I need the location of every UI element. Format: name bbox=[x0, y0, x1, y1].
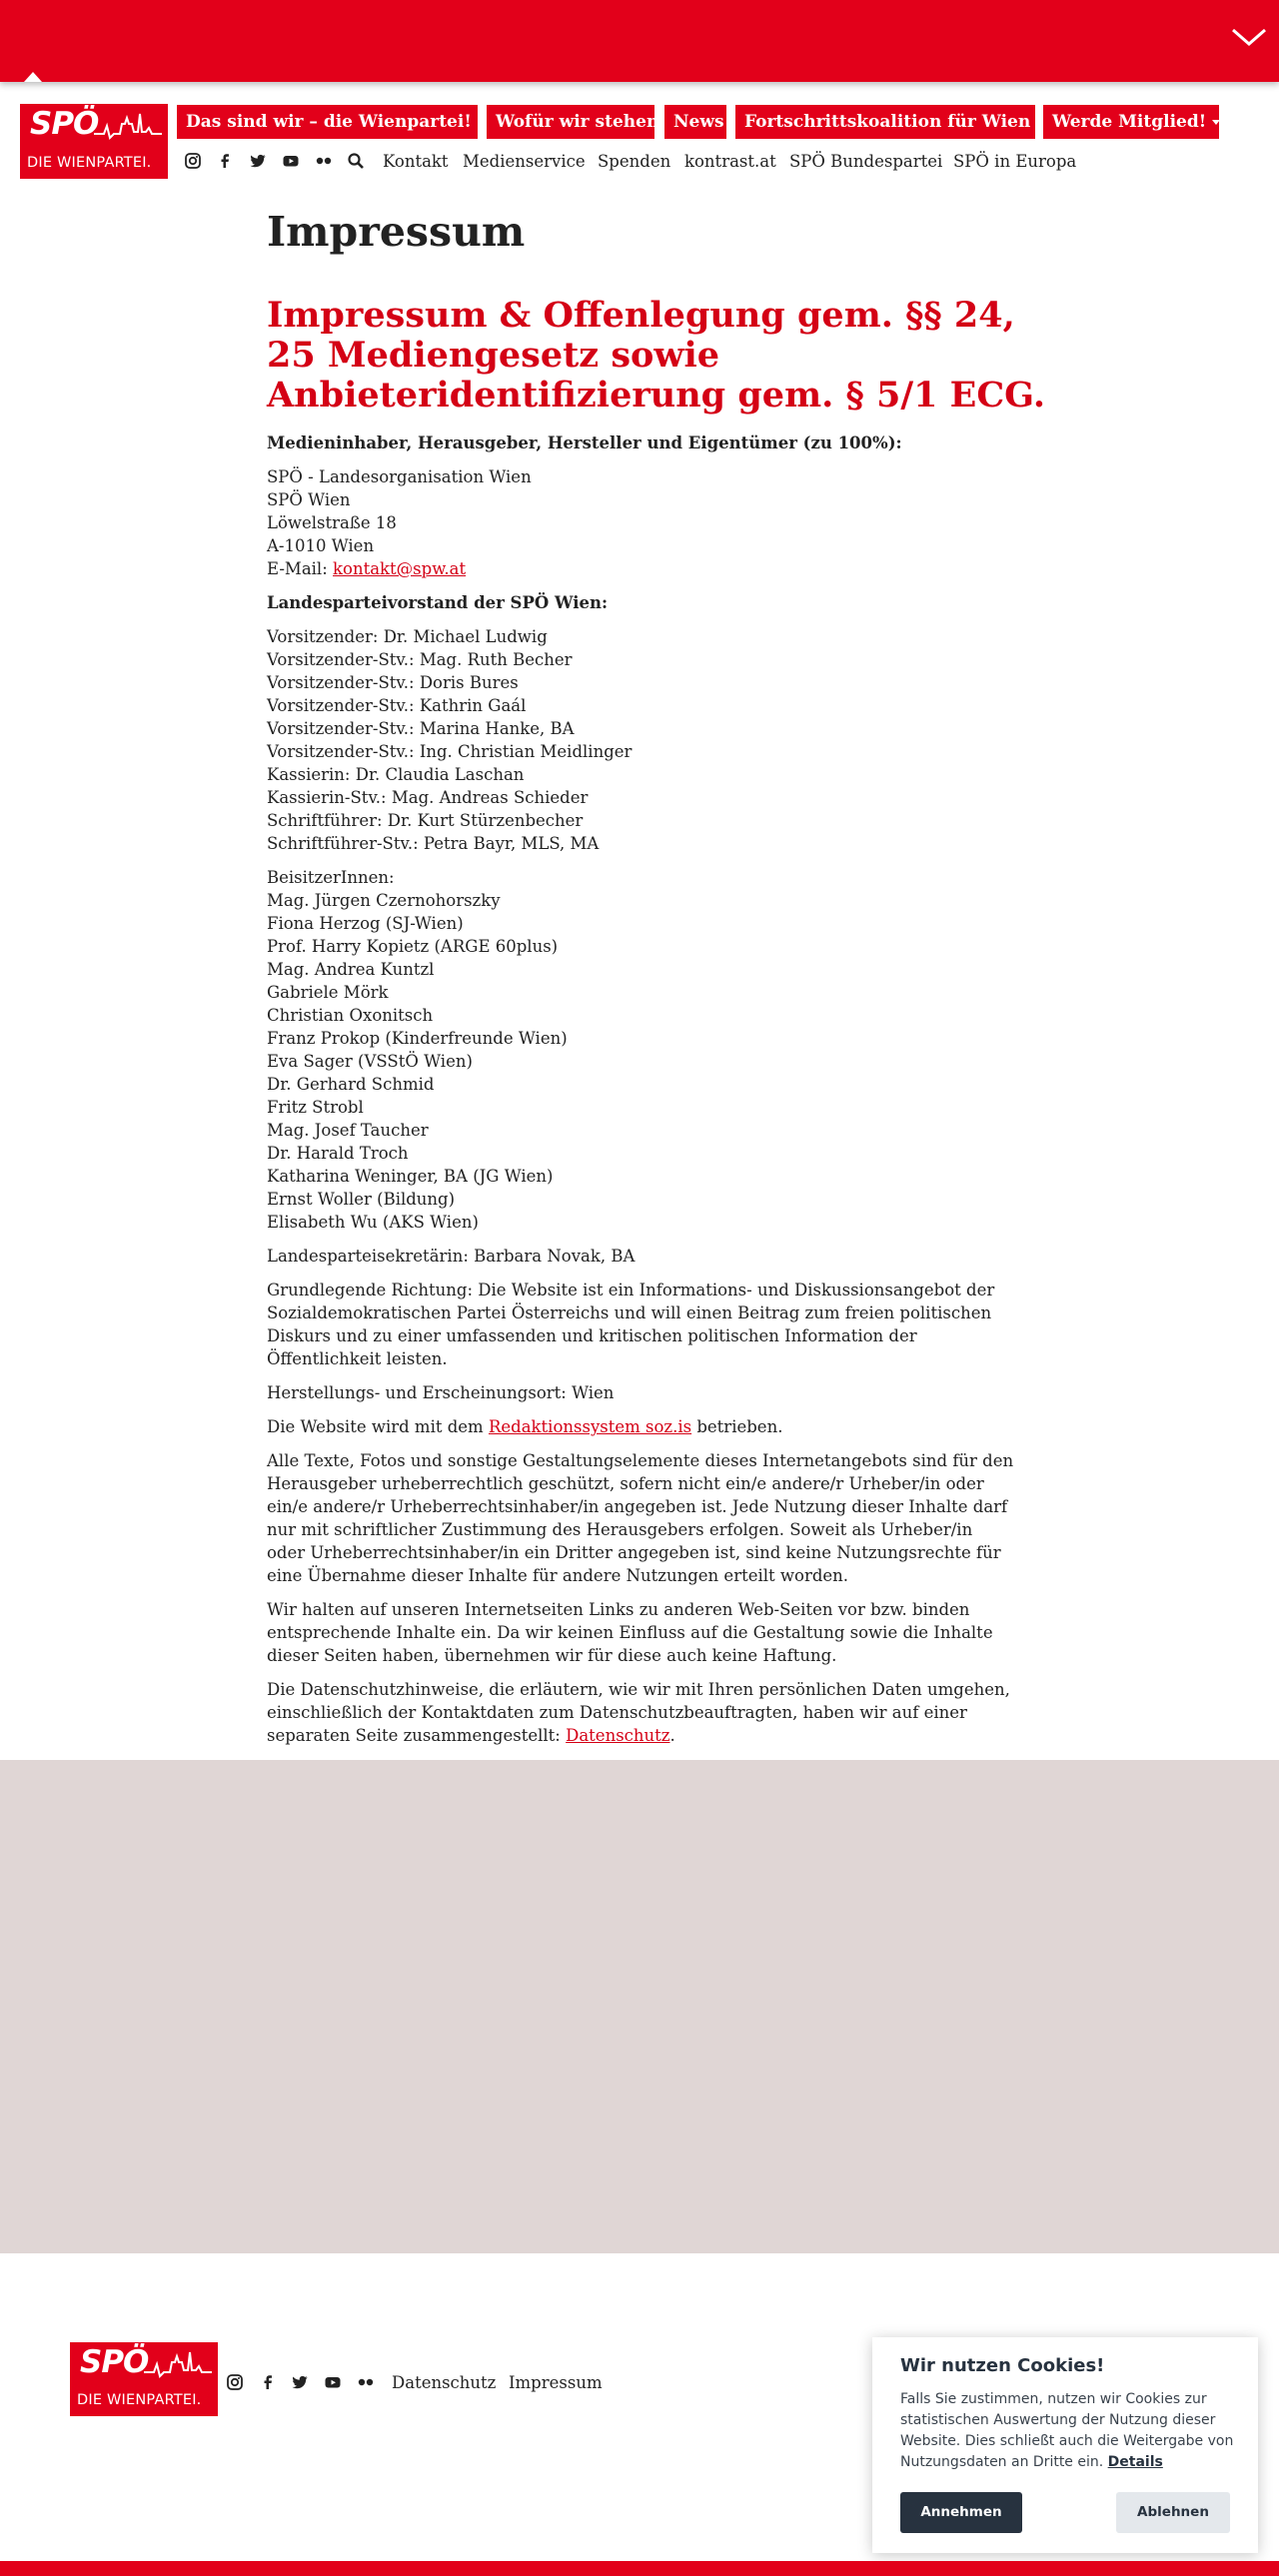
link-spoe-bundespartei[interactable]: SPÖ Bundespartei bbox=[789, 152, 943, 171]
cookie-banner bbox=[872, 2337, 1258, 2553]
cms-link[interactable]: Redaktionssystem soz.is bbox=[488, 1417, 692, 1436]
impressum-body bbox=[267, 431, 1014, 1758]
logo-wienpartei-text: DIE WIENPARTEI. bbox=[77, 2392, 202, 2408]
secondary-navigation bbox=[0, 152, 1279, 172]
copyright-text: Alle Texte, Fotos und sonstige Gestaltungselemente dieses Internetangebots sind für den Herausgeber urheberrechtlich geschützt, sofern nicht ein/e andere/r Urheber/in oder ein/e andere/r Urheberrechtsinhaber/in angegeben ist. Jede Nutzung dieser Inhalte darf nur mit schriftlicher Zustimmung des Herausgebers erfolgen. Soweit als Urheber/in oder Urheberrechtsinhaber/in ein Dritter angegeben ist, sind keine Nutzungsrechte für eine Übernahme dieser Inhalte für andere Nutzungen erteilt worden. bbox=[267, 1451, 1014, 1585]
page-headline: Impressum & Offenlegung gem. §§ 24, 25 Mediengesetz sowie Anbieteridentifizierung gem. § 5/1 ECG. bbox=[267, 295, 1046, 416]
links-note-text: Wir halten auf unseren Internetseiten Links zu anderen Web-Seiten vor bzw. binden entsprechende Inhalte ein. Da wir keinen Einfluss auf die Gestaltung sowie die Inhalte dieser Seiten haben, übernehmen wir für diese auch keine Haftung. bbox=[267, 1600, 993, 1665]
top-banner bbox=[0, 0, 1279, 82]
caret-down-icon bbox=[478, 120, 486, 125]
search-icon[interactable] bbox=[347, 152, 365, 170]
secretary-text: Landesparteisekretärin: Barbara Novak, BA bbox=[267, 1247, 636, 1266]
footer-link-impressum[interactable]: Impressum bbox=[509, 2373, 603, 2392]
privacy-text: Die Datenschutzhinweise, die erläutern, wie wir mit Ihren persönlichen Daten umgehen, einschließlich der Kontaktdaten zum Datenschutzbeauftragten, haben wir auf einer separaten Seite zusammengestellt: Datenschutz. bbox=[267, 1680, 1010, 1745]
cookie-title: Wir nutzen Cookies! bbox=[900, 2355, 1105, 2376]
nav-mitglied[interactable]: Werde Mitglied! bbox=[1043, 105, 1219, 139]
banner-pointer bbox=[24, 72, 42, 82]
link-medienservice[interactable]: Medienservice bbox=[463, 152, 586, 171]
caret-down-icon bbox=[1212, 120, 1220, 125]
link-spenden[interactable]: Spenden bbox=[598, 152, 671, 171]
logo-wienpartei-text: DIE WIENPARTEI. bbox=[27, 155, 152, 171]
footer-link-datenschutz[interactable]: Datenschutz bbox=[392, 2373, 497, 2392]
privacy-link[interactable]: Datenschutz bbox=[566, 1726, 670, 1745]
nav-fortschrittskoalition[interactable]: Fortschrittskoalition für Wien bbox=[735, 105, 1035, 139]
board-list: Vorsitzender: Dr. Michael Ludwig Vorsitzender-Stv.: Mag. Ruth Becher Vorsitzender-Stv.: Doris Bures Vorsitzender-Stv.: Kathrin Gaál Vorsitzender-Stv.: Marina Hanke, BA Vorsitzender-Stv.: Ing. Christian Meidlinger Kassierin: Dr. Claudia Laschan Kassierin-Stv.: Mag. Andreas Schieder Schriftführer: Dr. Kurt Stürzenbecher Schriftführer-Stv.: Petra Bayr, MLS, MA bbox=[267, 627, 633, 853]
flickr-icon[interactable] bbox=[315, 152, 333, 170]
twitter-icon[interactable] bbox=[249, 152, 267, 170]
email-link[interactable]: kontakt@spw.at bbox=[333, 559, 467, 578]
city-skyline-icon bbox=[94, 110, 162, 144]
logo-spo-text: SPÖ bbox=[80, 2344, 149, 2380]
link-kontakt[interactable]: Kontakt bbox=[383, 152, 449, 171]
place-text: Herstellungs- und Erscheinungsort: Wien bbox=[267, 1383, 615, 1402]
address-block: SPÖ - Landesorganisation Wien SPÖ Wien Löwelstraße 18 A-1010 Wien E-Mail: kontakt@spw.at bbox=[267, 467, 532, 578]
nav-news[interactable]: News bbox=[664, 105, 726, 139]
bottom-red-bar bbox=[0, 2561, 1279, 2576]
owner-heading: Medieninhaber, Herausgeber, Hersteller und Eigentümer (zu 100%): bbox=[267, 433, 902, 452]
flickr-icon[interactable] bbox=[357, 2373, 375, 2391]
cms-text: Die Website wird mit dem Redaktionssystem soz.is betrieben. bbox=[267, 1417, 783, 1436]
footer-grey-band bbox=[0, 1760, 1279, 2253]
facebook-icon[interactable] bbox=[259, 2373, 277, 2391]
footer-navigation bbox=[0, 2373, 859, 2393]
nav-wienpartei[interactable]: Das sind wir – die Wienpartei! bbox=[177, 105, 478, 139]
direction-text: Grundlegende Richtung: Die Website ist ein Informations- und Diskussionsangebot der Sozialdemokratischen Partei Österreichs und will einen Beitrag zum freien politischen Diskurs und zu einer umfassenden und kritischen politischen Information der Öffentlichkeit leisten. bbox=[267, 1281, 995, 1368]
facebook-icon[interactable] bbox=[216, 152, 234, 170]
chevron-down-icon[interactable] bbox=[1229, 22, 1269, 52]
instagram-icon[interactable] bbox=[184, 152, 202, 170]
members-list: BeisitzerInnen: Mag. Jürgen Czernohorszky Fiona Herzog (SJ-Wien) Prof. Harry Kopietz (ARGE 60plus) Mag. Andrea Kuntzl Gabriele Mörk Christian Oxonitsch Franz Prokop (Kinderfreunde Wien) Eva Sager (VSStÖ Wien) Dr. Gerhard Schmid Fritz Strobl Mag. Josef Taucher Dr. Harald Troch Katharina Weninger, BA (JG Wien) Ernst Woller (Bildung) Elisabeth Wu (AKS Wien) bbox=[267, 868, 568, 1232]
logo-spo-text: SPÖ bbox=[30, 106, 99, 142]
board-heading: Landesparteivorstand der SPÖ Wien: bbox=[267, 593, 609, 612]
instagram-icon[interactable] bbox=[226, 2373, 244, 2391]
page-title: Impressum bbox=[267, 208, 526, 256]
youtube-icon[interactable] bbox=[324, 2373, 342, 2391]
cookie-details-link[interactable]: Details bbox=[1107, 2454, 1163, 2470]
twitter-icon[interactable] bbox=[291, 2373, 309, 2391]
email-label: E-Mail: bbox=[267, 559, 334, 578]
link-kontrast[interactable]: kontrast.at bbox=[684, 152, 776, 171]
link-spoe-europa[interactable]: SPÖ in Europa bbox=[953, 152, 1077, 171]
nav-wofuer[interactable]: Wofür wir stehen bbox=[487, 105, 654, 139]
youtube-icon[interactable] bbox=[282, 152, 300, 170]
cookie-text: Falls Sie zustimmen, nutzen wir Cookies zur statistischen Auswertung der Nutzung dieser Website. Dies schließt auch die Weitergabe von Nutzungsdaten an Dritte ein. Details bbox=[900, 2391, 1234, 2470]
cookie-accept-button[interactable]: Annehmen bbox=[900, 2492, 1022, 2533]
cookie-decline-button[interactable]: Ablehnen bbox=[1116, 2492, 1230, 2533]
